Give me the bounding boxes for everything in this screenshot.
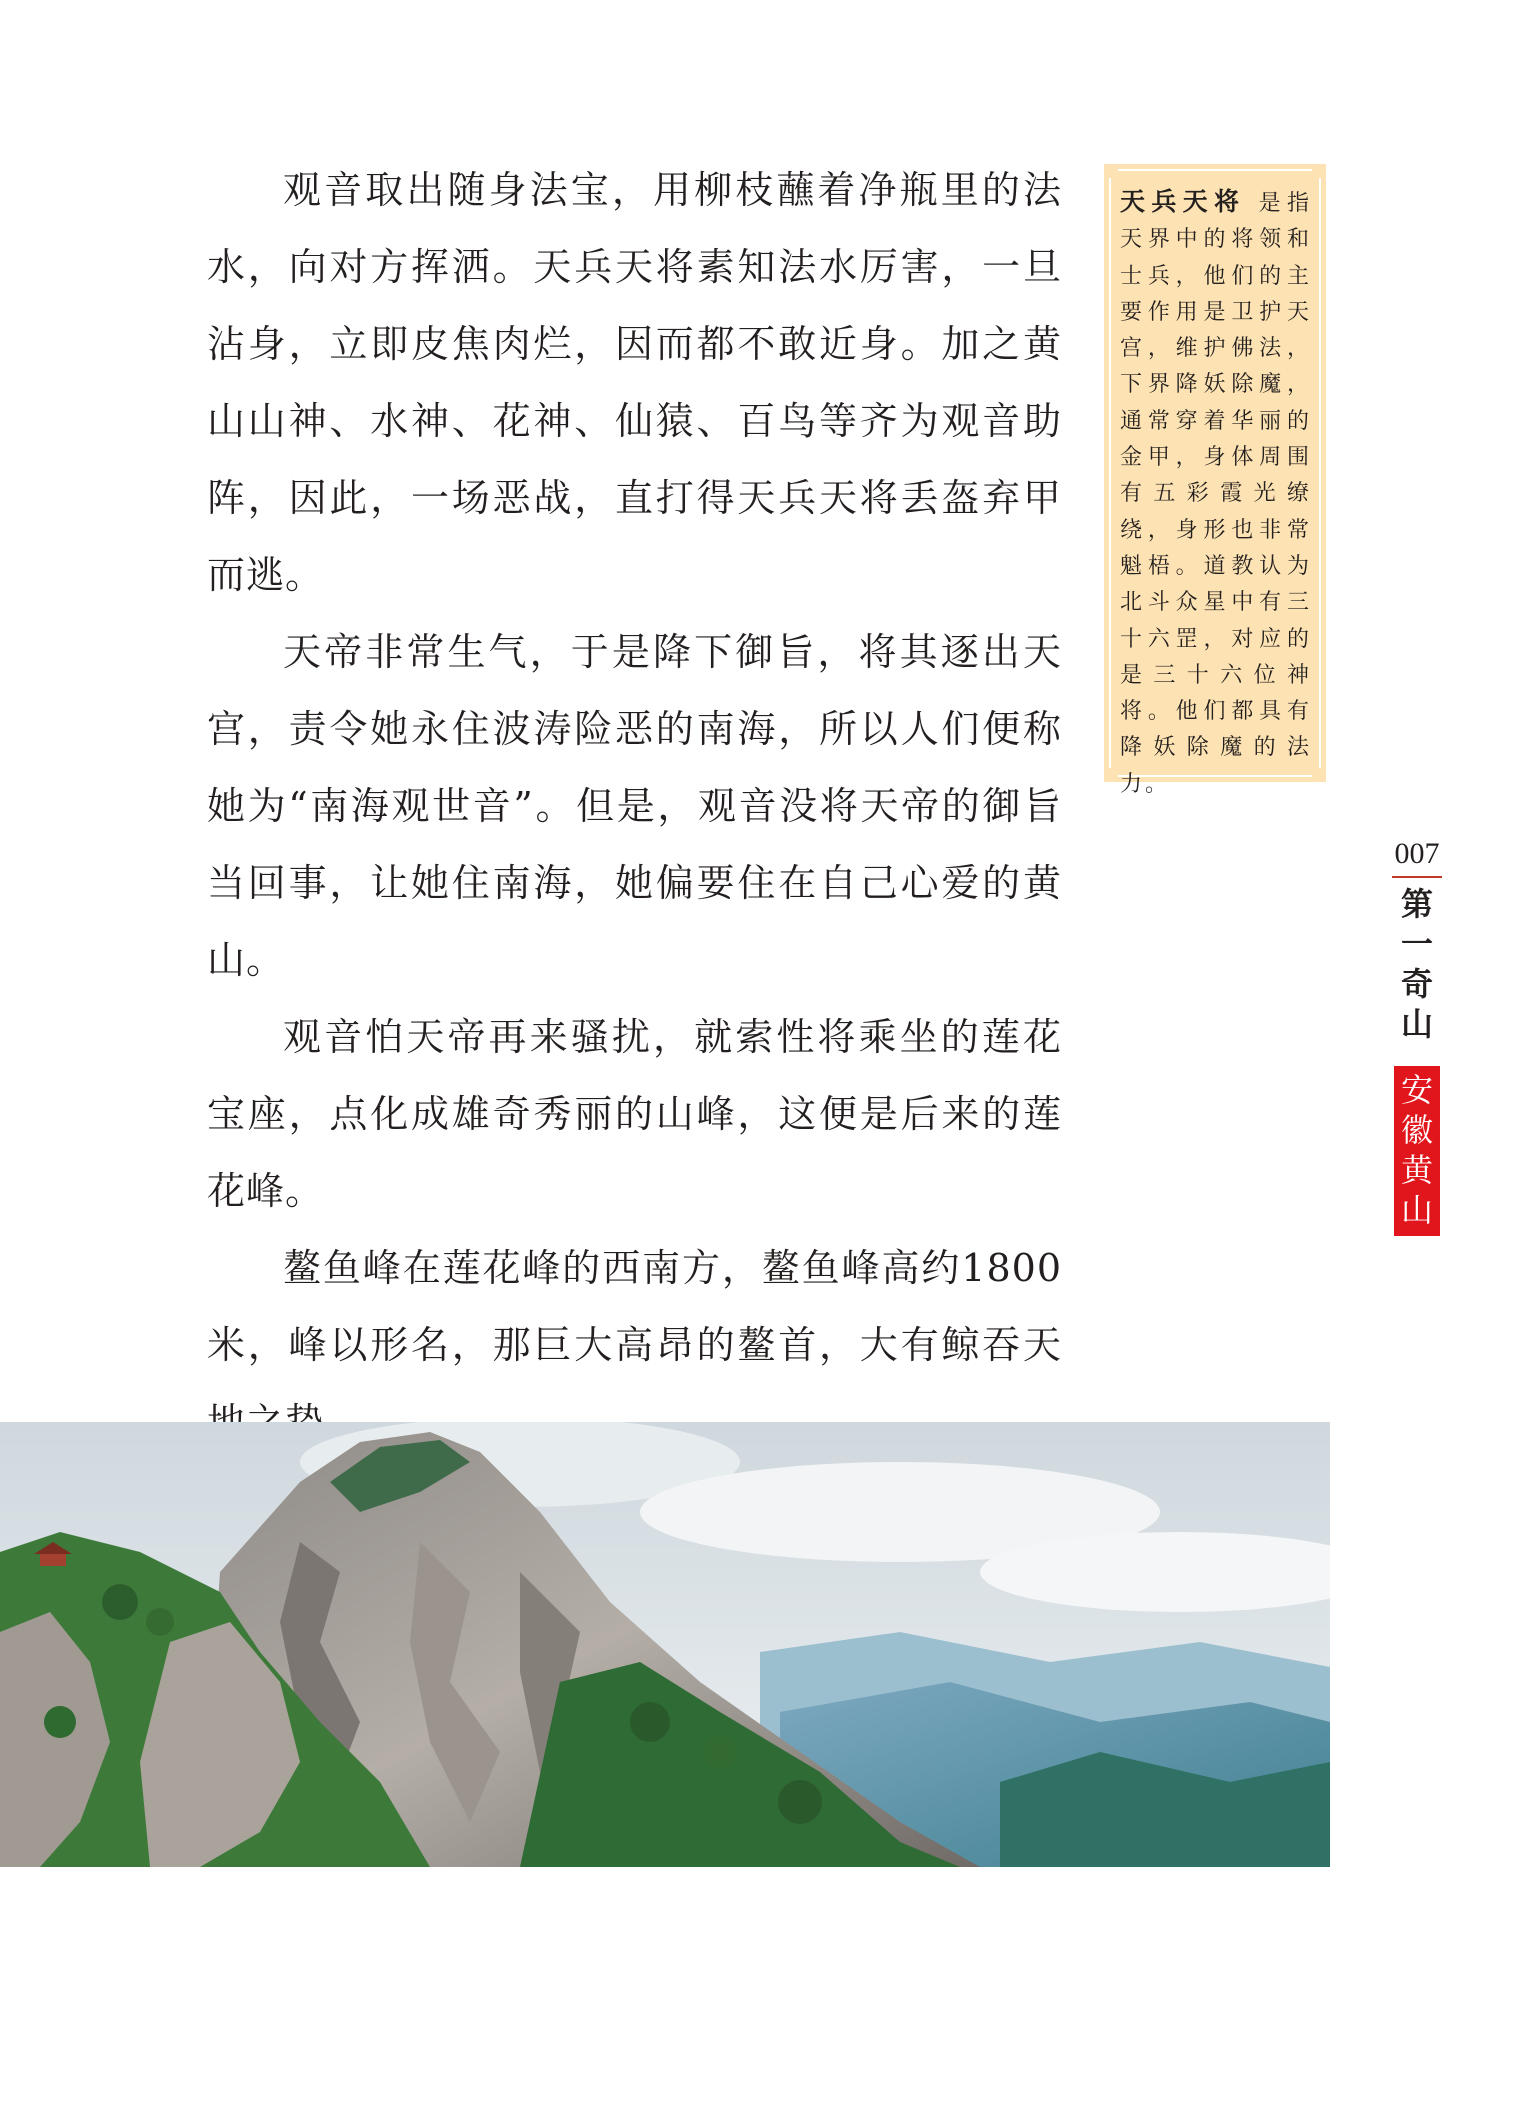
page-number: 007 [1394,837,1440,870]
page-side-marker [1392,836,1442,1236]
body-paragraph-1: 观音取出随身法宝，用柳枝蘸着净瓶里的法水，向对方挥洒。天兵天将素知法水厉害，一旦沾身，立即皮焦肉烂，因而都不敢近身。加之黄山山神、水神、花神、仙猿、百鸟等齐为观音助阵，因此，一场恶战，直打得天兵天将丢盔弃甲而逃。 [207,168,1062,597]
note-corner-ornament [1102,768,1118,784]
chapter-title: 第一奇山 [1400,885,1433,1043]
note-corner-ornament [1102,162,1118,178]
body-paragraph-2: 天帝非常生气，于是降下御旨，将其逐出天宫，责令她永住波涛险恶的南海，所以人们便称她为“南海观世音”。但是，观音没将天帝的御旨当回事，让她住南海，她偏要住在自己心爱的黄山。 [207,630,1062,982]
note-definition: 是指天界中的将领和士兵，他们的主要作用是卫护天宫，维护佛法，下界降妖除魔，通常穿着华丽的金甲，身体周围有五彩霞光缭绕，身形也非常魁梧。道教认为北斗众星中有三十六罡，对应的是三十六位神将。他们都具有降妖除魔的法力。 [1120,191,1312,797]
sidebar-note [1104,164,1326,797]
book-title-tag: 安徽黄山 [1394,1066,1440,1236]
mountain-photo [0,1422,1330,1867]
note-corner-ornament [1312,162,1328,178]
marker-divider [1392,876,1442,878]
body-paragraph-3: 观音怕天帝再来骚扰，就索性将乘坐的莲花宝座，点化成雄奇秀丽的山峰，这便是后来的莲花峰。 [207,1015,1062,1213]
huangshan-landscape-image [0,1422,1330,1867]
body-paragraph-4: 鳌鱼峰在莲花峰的西南方，鳌鱼峰高约1800米，峰以形名，那巨大高昂的鳌首，大有鲸吞天 [207,1246,1062,1367]
note-term: 天兵天将 [1120,187,1246,216]
note-body [1120,184,1312,803]
note-corner-ornament [1312,768,1328,784]
